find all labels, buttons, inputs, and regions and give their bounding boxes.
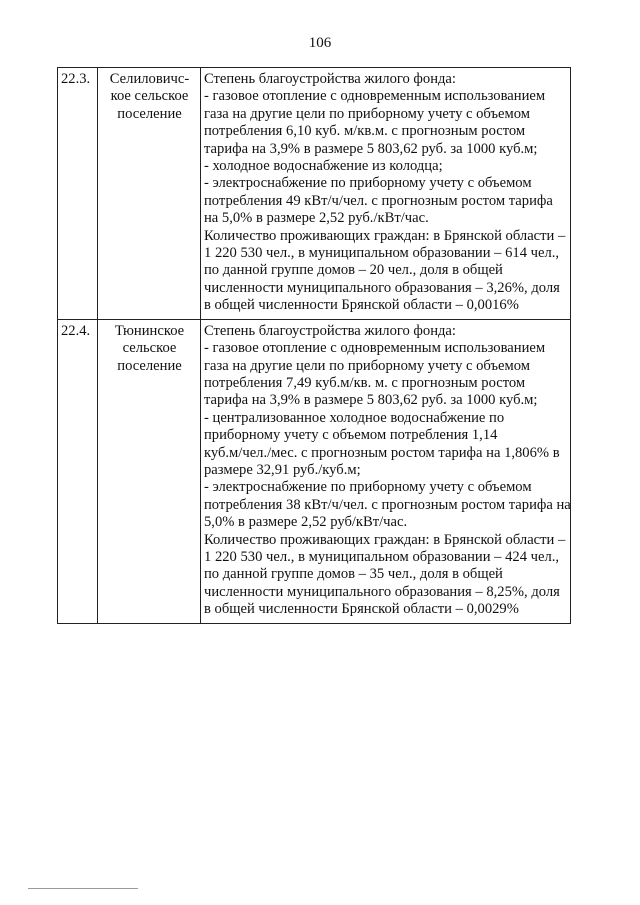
description-line: в общей численности Брянской области – 0,0029% xyxy=(204,601,519,618)
row-number: 22.3. xyxy=(58,68,98,320)
description-line: численности муниципального образования – 3,26%, доля xyxy=(204,279,560,296)
settlement-name-line: поселение xyxy=(117,105,182,122)
description-line: потребления 7,49 куб.м/кв. м. с прогнозным ростом xyxy=(204,374,526,391)
row-number: 22.4. xyxy=(58,319,98,623)
description-line: приборному учету с объемом потребления 1,14 xyxy=(204,427,498,444)
table-row xyxy=(58,319,571,623)
description-line: Степень благоустройства жилого фонда: xyxy=(204,71,456,87)
description-line: потребления 49 кВт/ч/чел. с прогнозным ростом тарифа xyxy=(204,192,553,209)
description-line: Количество проживающих граждан: в Брянской области – xyxy=(204,531,566,548)
description-line: тарифа на 3,9% в размере 5 803,62 руб. за 1000 куб.м; xyxy=(204,392,538,409)
settlement-description xyxy=(201,319,571,623)
description-line: 1 220 530 чел., в муниципальном образовании – 424 чел., xyxy=(204,548,560,565)
settlement-name xyxy=(98,319,201,623)
settlement-name xyxy=(98,68,201,320)
description-line: 5,0% в размере 2,52 руб/кВт/час. xyxy=(204,514,408,531)
settlement-name-line: Селиловичс- xyxy=(109,71,190,87)
table-row xyxy=(58,68,571,320)
description-line: 1 220 530 чел., в муниципальном образовании – 614 чел., xyxy=(204,245,560,262)
description-line: куб.м/чел./мес. с прогнозным ростом тарифа на 1,806% в xyxy=(204,444,560,461)
description-line: в общей численности Брянской области – 0,0016% xyxy=(204,297,519,314)
description-line: - электроснабжение по приборному учету с объемом xyxy=(204,175,532,192)
description-line: - электроснабжение по приборному учету с объемом xyxy=(204,479,532,496)
settlement-name-line: поселение xyxy=(117,357,182,374)
page-number: 106 xyxy=(308,35,332,51)
description-line: газа на другие цели по приборному учету с объемом xyxy=(204,105,531,122)
description-line: потребления 38 кВт/ч/чел. с прогнозным ростом тарифа на xyxy=(204,496,571,513)
description-line: размере 32,91 руб./куб.м; xyxy=(204,461,361,478)
description-line: тарифа на 3,9% в размере 5 803,62 руб. за 1000 куб.м; xyxy=(204,140,538,157)
description-line: численности муниципального образования – 8,25%, доля xyxy=(204,583,560,600)
description-line: - централизованное холодное водоснабжение по xyxy=(204,409,505,426)
description-line: по данной группе домов – 35 чел., доля в общей xyxy=(204,566,503,583)
description-line: на 5,0% в размере 2,52 руб./кВт/час. xyxy=(204,210,429,227)
footer-rule xyxy=(28,888,138,889)
settlement-name-line: кое сельское xyxy=(110,88,189,105)
description-line: Степень благоустройства жилого фонда: xyxy=(204,322,456,339)
description-line: - газовое отопление с одновременным использованием xyxy=(204,340,546,357)
description-line: потребления 6,10 куб. м/кв.м. с прогнозным ростом xyxy=(204,123,526,140)
description-line: - газовое отопление с одновременным использованием xyxy=(204,88,546,105)
description-line: - холодное водоснабжение из колодца; xyxy=(204,158,443,175)
settlement-name-line: Тюнинское xyxy=(114,322,185,339)
settlement-description xyxy=(201,68,571,320)
description-line: газа на другие цели по приборному учету с объемом xyxy=(204,357,531,374)
description-line: по данной группе домов – 20 чел., доля в общей xyxy=(204,262,503,279)
description-line: Количество проживающих граждан: в Брянской области – xyxy=(204,227,566,244)
settlement-name-line: сельское xyxy=(122,340,177,357)
settlement-table xyxy=(57,67,571,624)
